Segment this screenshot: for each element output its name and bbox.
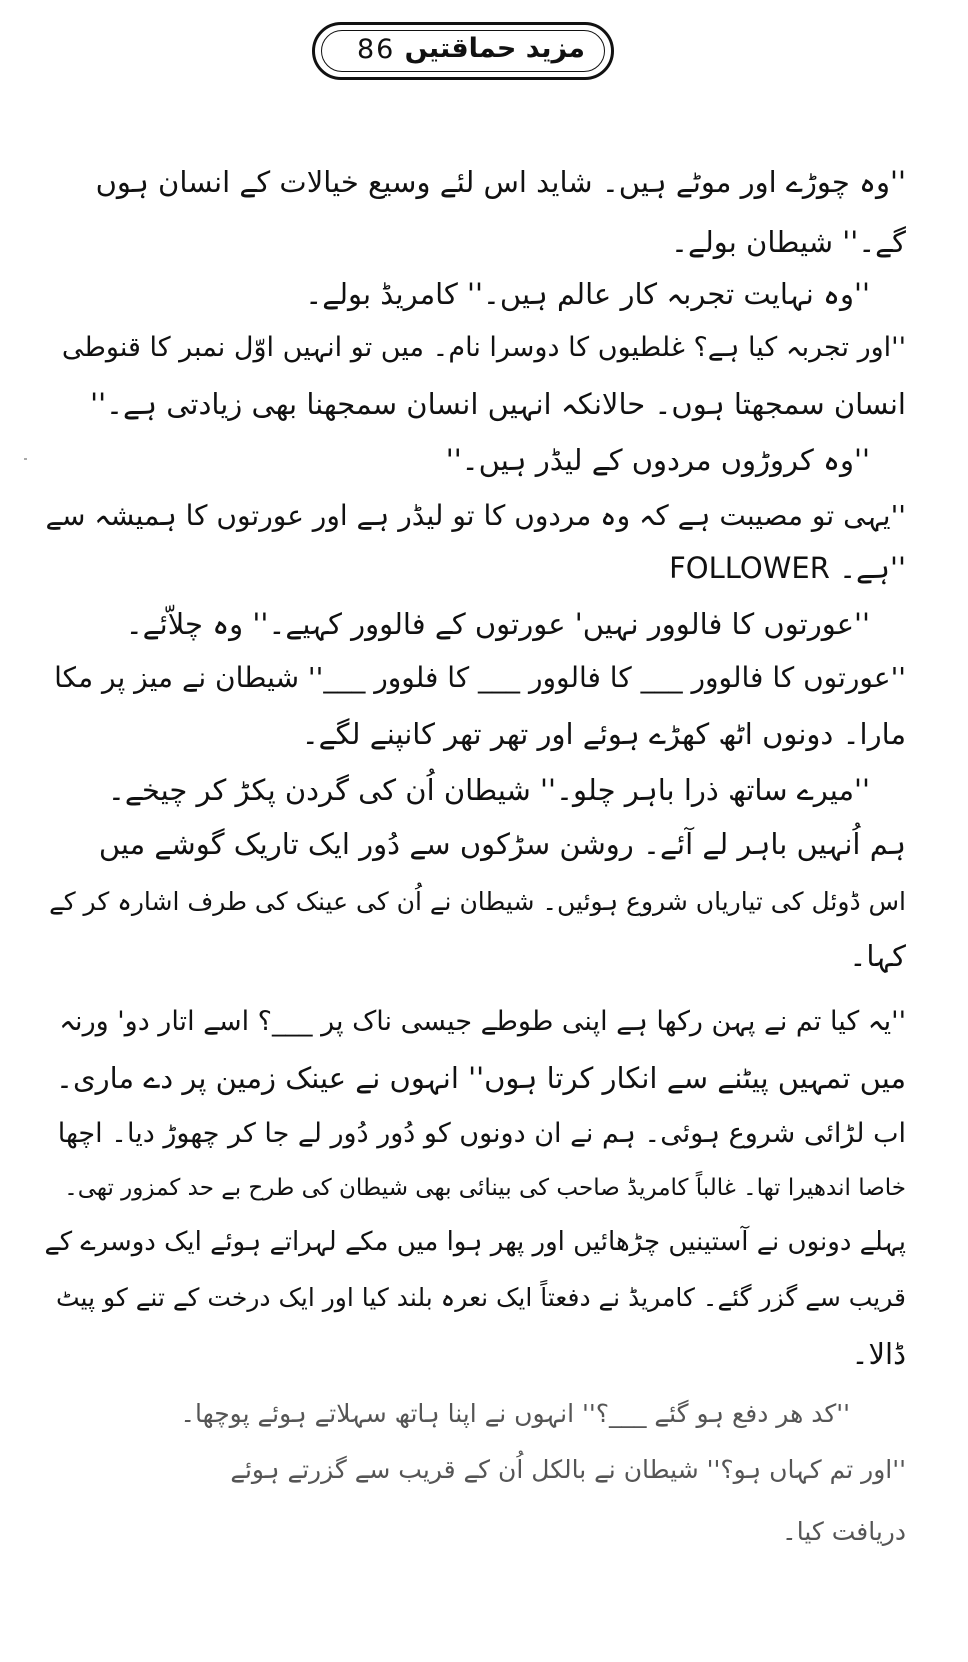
text-line: انسان سمجھتا ہوں۔ حالانکہ انہیں انسان سمجھنا بھی زیادتی ہے۔'' (90, 387, 906, 421)
text-line: ''عورتوں کا فالوور نہیں' عورتوں کے فالوور کہیے۔'' وہ چلاّئے۔ (125, 607, 870, 641)
text-line: ''عورتوں کا فالوور ___ کا فالوور ___ کا فلوور ___'' شیطان نے میز پر مکا (54, 661, 906, 694)
text-line: اب لڑائی شروع ہوئی۔ ہم نے ان دونوں کو دُور دُور لے جا کر چھوڑ دیا۔ اچھا (57, 1118, 906, 1149)
text-line: ''میرے ساتھ ذرا باہر چلو۔'' شیطان اُن کی گردن پکڑ کر چیخے۔ (107, 773, 870, 807)
text-line: ''یہی تو مصیبت ہے کہ وہ مردوں کا تو لیڈر ہے اور عورتوں کا ہمیشہ سے (45, 499, 906, 532)
text-line: FOLLOWER ہے۔'' (669, 551, 906, 585)
scan-speck (24, 458, 27, 460)
text-line: میں تمہیں پیٹنے سے انکار کرتا ہوں'' انہوں نے عینک زمین پر دے ماری۔ (55, 1061, 906, 1095)
text-line: قریب سے گزر گئے۔ کامریڈ نے دفعتاً ایک نعرہ بلند کیا اور ایک درخت کے تنے کو پیٹ (56, 1283, 906, 1312)
text-line: ''وہ چوڑے اور موٹے ہیں۔ شاید اس لئے وسیع خیالات کے انسان ہوں (95, 165, 906, 199)
text-line: اس ڈوئل کی تیاریاں شروع ہوئیں۔ شیطان نے اُن کی عینک کی طرف اشارہ کر کے (49, 887, 906, 916)
text-line: ڈالا۔ (851, 1337, 906, 1371)
text-line: گے۔'' شیطان بولے۔ (670, 225, 906, 259)
text-line: ''وہ نہایت تجربہ کار عالم ہیں۔'' کامریڈ بولے۔ (305, 277, 870, 311)
book-title: مزید حماقتیں (404, 33, 585, 64)
text-line: مارا۔ دونوں اٹھ کھڑے ہوئے اور تھر تھر کانپنے لگے۔ (301, 717, 906, 751)
text-line: خاصا اندھیرا تھا۔ غالباً کامریڈ صاحب کی بینائی بھی شیطان کی طرح بے حد کمزور تھی۔ (64, 1175, 906, 1201)
text-line: ''یہ کیا تم نے پہن رکھا ہے اپنی طوطے جیسی ناک پر ___؟ اسے اتار دو' ورنہ (59, 1006, 906, 1037)
text-line: ''کد ھر دفع ہو گئے ___؟'' انہوں نے اپنا ہاتھ سہلاتے ہوئے پوچھا۔ (180, 1399, 850, 1428)
text-line: دریافت کیا۔ (782, 1517, 906, 1546)
text-line: ''وہ کروڑوں مردوں کے لیڈر ہیں۔'' (445, 443, 870, 477)
page-header (312, 22, 614, 80)
text-line: ''اور تجربہ کیا ہے؟ غلطیوں کا دوسرا نام۔ میں تو انہیں اوّل نمبر کا قنوطی (61, 332, 906, 363)
text-line: ''اور تم کہاں ہو؟'' شیطان نے بالکل اُن کے قریب سے گزرتے ہوئے (230, 1455, 906, 1484)
text-line: کہا۔ (849, 939, 906, 973)
page-number: 86 (357, 34, 396, 65)
text-line: پہلے دونوں نے آستینیں چڑھائیں اور پھر ہوا میں مکے لہراتے ہوئے ایک دوسرے کے (44, 1227, 906, 1257)
text-line: ہم اُنہیں باہر لے آئے۔ روشن سڑکوں سے دُور ایک تاریک گوشے میں (98, 827, 906, 861)
